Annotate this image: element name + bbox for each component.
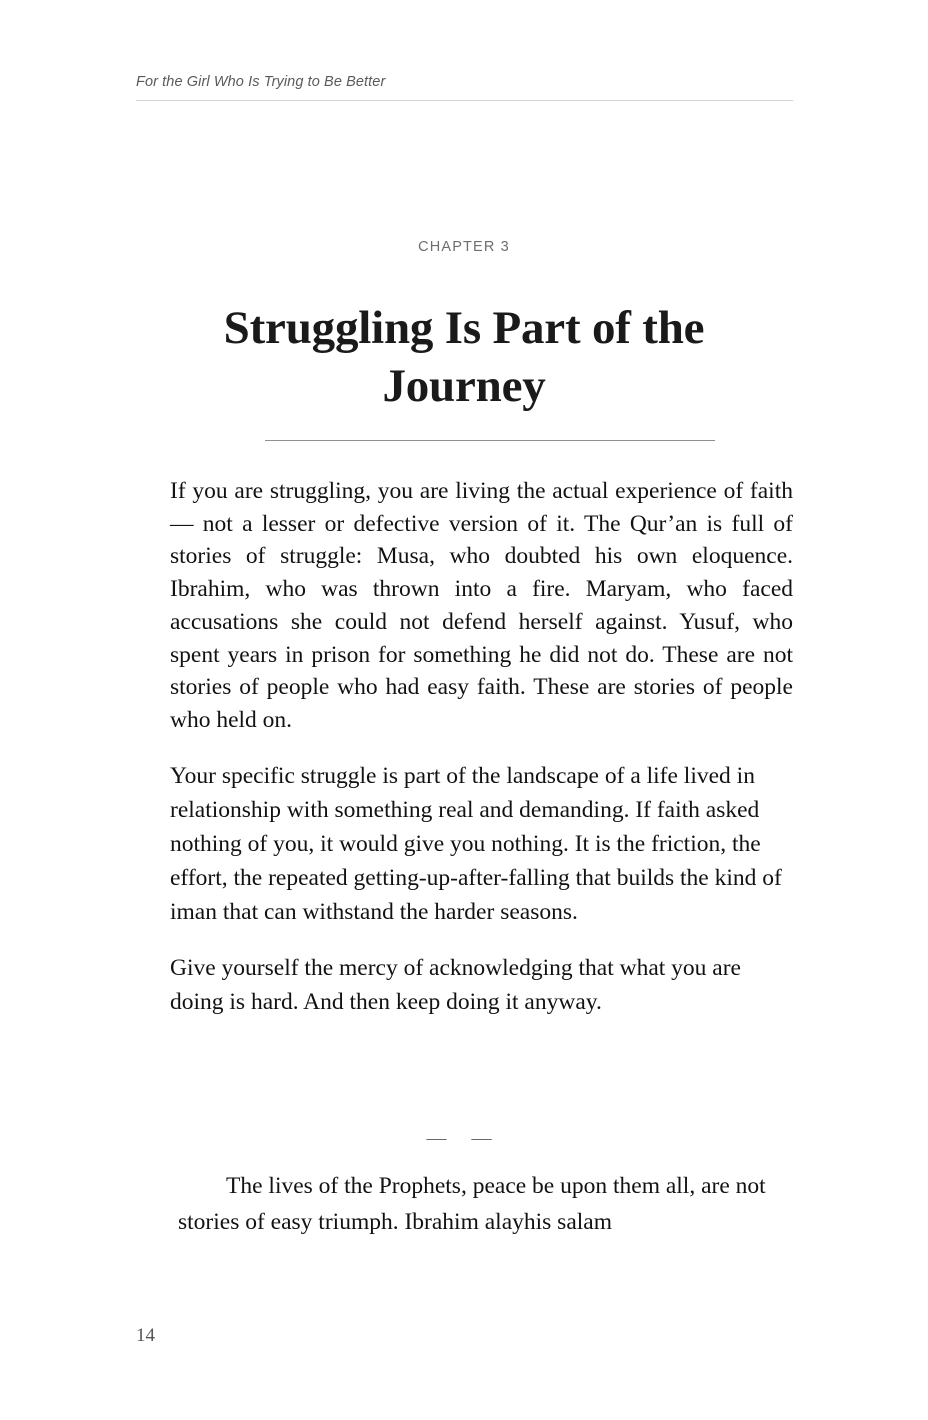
title-divider-rule — [265, 440, 715, 441]
body-paragraph: Your specific struggle is part of the landscape of a life lived in relationship with something real and demanding. If faith asked nothing of you, it would give you nothing. It is the friction, the effort, the repeated getting-up-after-falling that builds the kind of iman that can withstand the harder seasons. — [170, 762, 782, 926]
body-text-column — [170, 475, 793, 1040]
closing-paragraph: The lives of the Prophets, peace be upon them all, are not stories of easy triumph. Ibrahim alayhis salam — [178, 1173, 766, 1235]
body-paragraph: If you are struggling, you are living the actual experience of faith — not a lesser or defective version of it. The Qur’an is full of stories of struggle: Musa, who doubted his own eloquence. Ibrahim, who was thrown into a fire. Maryam, who faced accusations she could not defend herself against. Yusuf, who spent years in prison for something he did not do. These are not stories of people who had easy faith. These are stories of people who held on. — [170, 478, 793, 733]
chapter-title: Struggling Is Part of the Journey — [223, 302, 705, 413]
body-paragraph: Give yourself the mercy of acknowledging that what you are doing is hard. And then keep doing it anyway. — [170, 954, 741, 1015]
header-divider-rule — [136, 100, 793, 101]
section-divider-ornament: — — — [426, 1127, 502, 1149]
page-number: 14 — [136, 1325, 155, 1346]
chapter-label: CHAPTER 3 — [418, 239, 510, 255]
running-header — [136, 74, 793, 90]
running-header-title: For the Girl Who Is Trying to Be Better — [136, 74, 386, 90]
